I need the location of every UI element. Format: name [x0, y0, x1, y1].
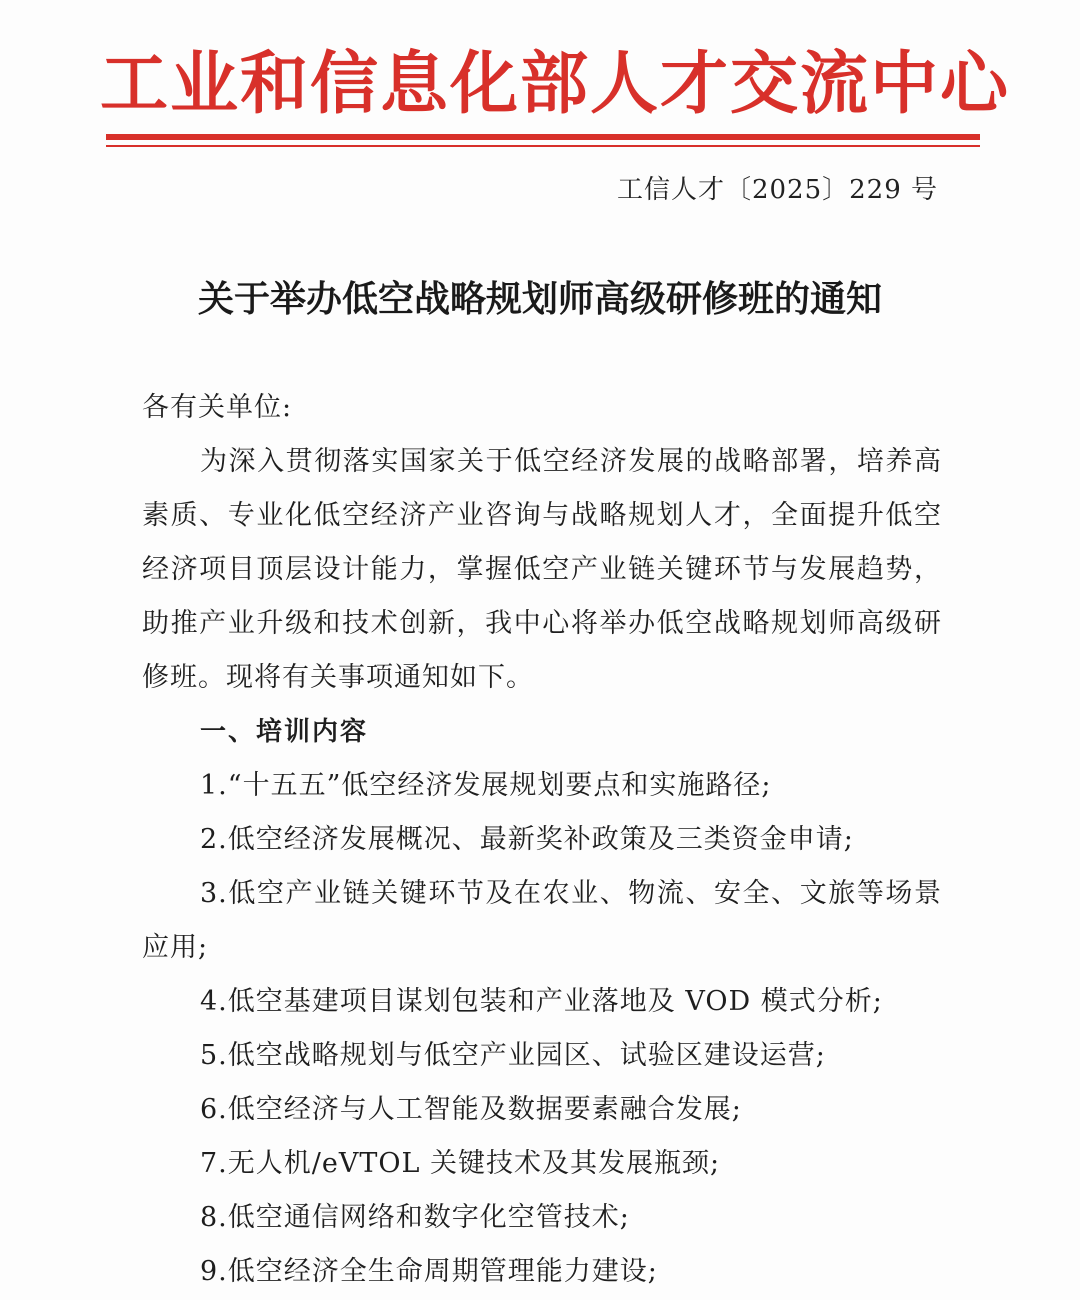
masthead-red-rule-thin	[106, 145, 980, 147]
document-title: 关于举办低空战略规划师高级研修班的通知	[197, 279, 882, 320]
list-item: 4.低空基建项目谋划包装和产业落地及 VOD 模式分析;	[200, 986, 883, 1017]
list-item: 2.低空经济发展概况、最新奖补政策及三类资金申请;	[200, 824, 854, 855]
section-heading: 一、培训内容	[200, 717, 369, 747]
list-item: 7.无人机/eVTOL 关键技术及其发展瓶颈;	[200, 1148, 721, 1179]
intro-paragraph: 为深入贯彻落实国家关于低空经济发展的战略部署，培养高素质、专业化低空经济产业咨询与战略规划人才，全面提升低空经济项目顶层设计能力，掌握低空产业链关键环节与发展趋势，助推产业升级和技术创新，我中心将举办低空战略规划师高级研修班。现将有关事项通知如下。	[142, 446, 942, 693]
list-item: 5.低空战略规划与低空产业园区、试验区建设运营;	[200, 1040, 826, 1071]
list-item: 6.低空经济与人工智能及数据要素融合发展;	[200, 1094, 742, 1125]
masthead-org-name: 工业和信息化部人才交流中心	[100, 45, 1011, 124]
list-item: 1.“十五五”低空经济发展规划要点和实施路径;	[200, 770, 772, 801]
masthead-red-rule-thick	[106, 134, 980, 140]
list-item: 9.低空经济全生命周期管理能力建设;	[200, 1256, 658, 1287]
document-body	[142, 381, 942, 1299]
salutation: 各有关单位:	[142, 392, 293, 423]
list-item: 3.低空产业链关键环节及在农业、物流、安全、文旅等场景应用;	[142, 878, 942, 963]
list-item: 8.低空通信网络和数字化空管技术;	[200, 1202, 630, 1233]
document-number: 工信人才〔2025〕229 号	[616, 175, 938, 205]
